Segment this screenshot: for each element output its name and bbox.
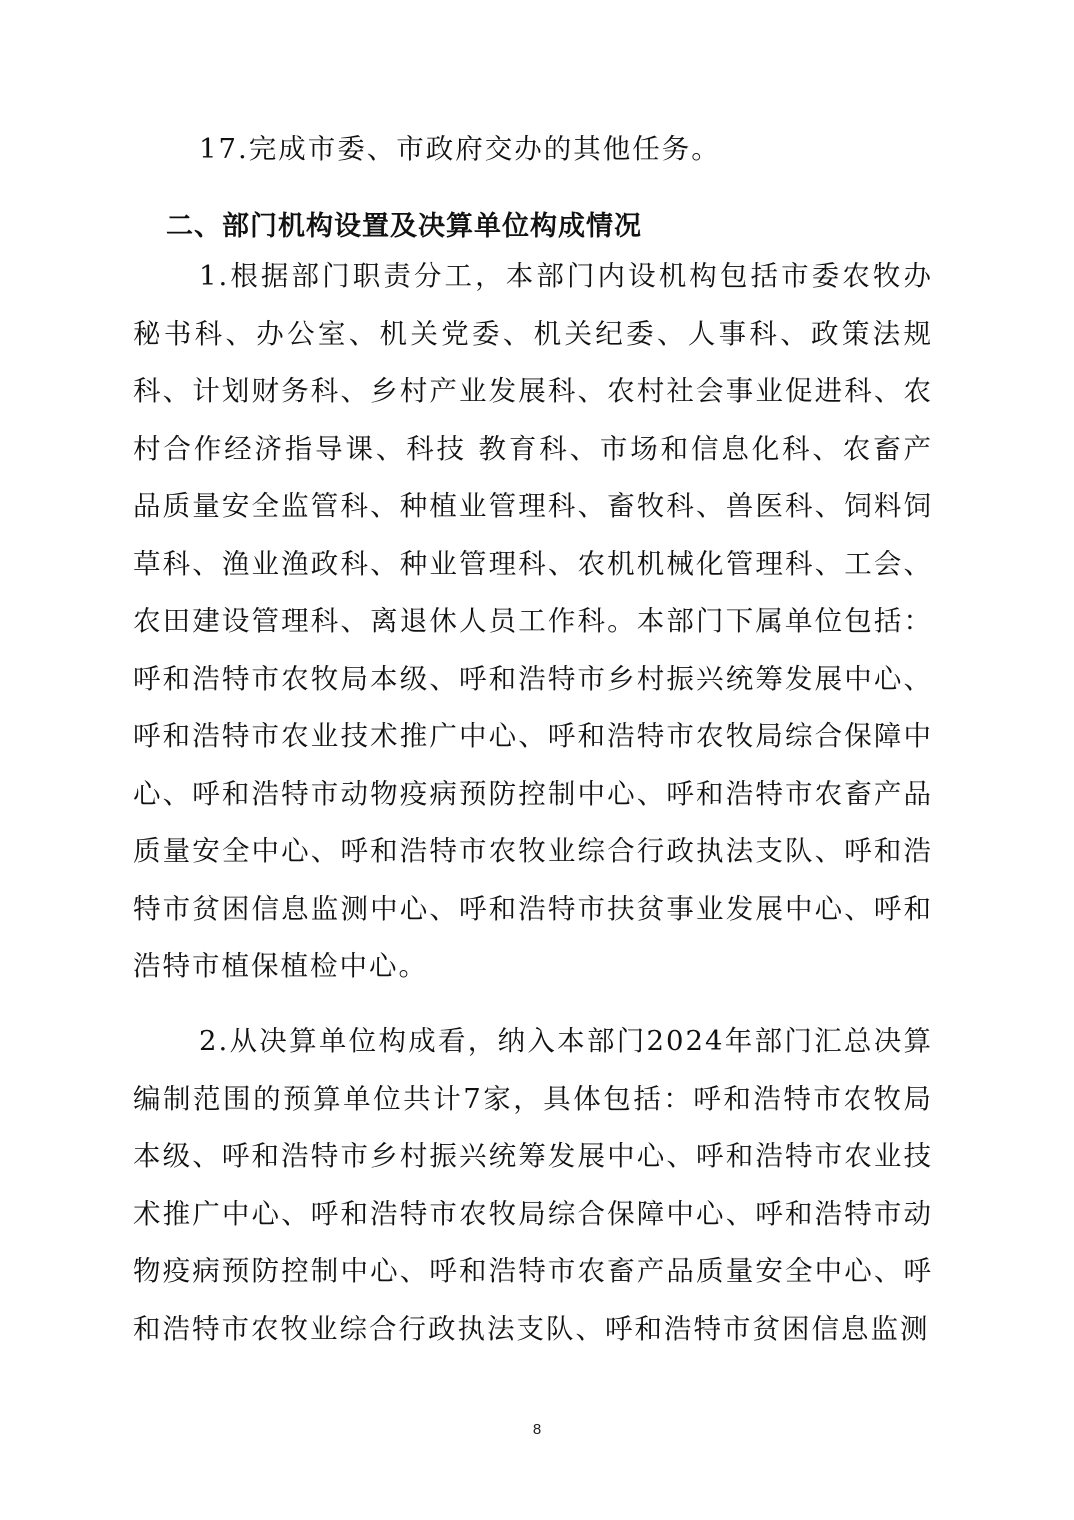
page-number: 8 [532,1421,542,1438]
item-17-paragraph: 17.完成市委、市政府交办的其他任务。 [199,133,721,165]
paragraph-1: 1.根据部门职责分工，本部门内设机构包括市委农牧办秘书科、办公室、机关党委、机关纪委、人事科、政策法规科、计划财务科、乡村产业发展科、农村社会事业促进科、农村合作经济指导课、科技 教育科、市场和信息化科、农畜产品质量安全监管科、种植业管理科、畜牧科、兽医科、饲料饲草科、渔业渔政科、种业管理科、农机机械化管理科、工会、农田建设管理科、离退休人员工作科。本部门下属单位包括：呼和浩特市农牧局本级、呼和浩特市乡村振兴统筹发展中心、呼和浩特市农业技术推广中心、呼和浩特市农牧局综合保障中心、呼和浩特市动物疫病预防控制中心、呼和浩特市农畜产品质量安全中心、呼和浩特市农牧业综合行政执法支队、呼和浩特市贫困信息监测中心、呼和浩特市扶贫事业发展中心、呼和浩特市植保植检中心。 [133,260,933,982]
section-heading: 二、部门机构设置及决算单位构成情况 [166,211,642,242]
paragraph-2: 2.从决算单位构成看，纳入本部门2024年部门汇总决算编制范围的预算单位共计7家，具体包括：呼和浩特市农牧局本级、呼和浩特市乡村振兴统筹发展中心、呼和浩特市农业技术推广中心、呼和浩特市农牧局综合保障中心、呼和浩特市动物疫病预防控制中心、呼和浩特市农畜产品质量安全中心、呼和浩特市农牧业综合行政执法支队、呼和浩特市贫困信息监测 [133,1025,933,1345]
